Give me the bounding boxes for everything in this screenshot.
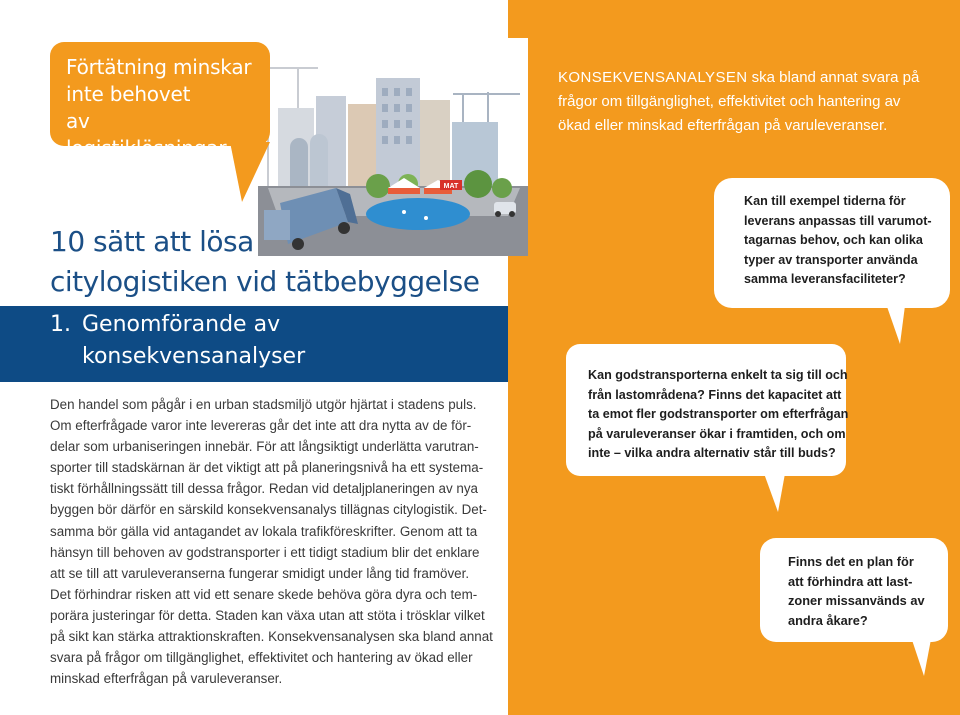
callout-line: att förhindra att last- xyxy=(788,573,913,589)
section-number: 1. xyxy=(50,312,71,337)
callout-line: ta emot fler godstransporter om efterfrågan xyxy=(588,407,849,421)
intro-line: frågor om tillgänglighet, effektivitet och hantering av xyxy=(558,93,901,110)
body-line: Om efterfrågade varor inte levereras går det inte att dra nytta av de för- xyxy=(50,418,472,434)
callout-line: på varuleveranser ökar i framtiden, och om xyxy=(588,426,846,441)
body-paragraph xyxy=(50,394,493,689)
section-title-line: konsekvensanalyser xyxy=(82,344,306,369)
callout-line: leverans anpassas till varumot- xyxy=(744,213,932,228)
intro-line xyxy=(558,66,938,90)
section-header-band xyxy=(0,306,508,382)
body-line: Den handel som pågår i en urban stadsmiljö utgör hjärtat i stadens puls. xyxy=(50,397,477,412)
body-line: sporter till stadskärnan är det viktigt att på planeringsnivå ha ett systema- xyxy=(50,460,484,476)
page-title-line: citylogistiken vid tätbebyggelse xyxy=(50,265,480,298)
callout-tail xyxy=(910,634,932,676)
section-title-line: Genomförande av xyxy=(82,312,281,337)
page-title xyxy=(50,222,490,302)
mat-sign: MAT xyxy=(443,183,459,190)
bubble-heading-line: Förtätning minskar xyxy=(66,55,252,79)
body-line: minskad efterfrågan på varuleveranser. xyxy=(50,671,283,687)
heading-speech-bubble xyxy=(50,42,270,160)
callout-line: typer av transporter använda xyxy=(744,252,918,267)
callout-line: tagarnas behov, och kan olika xyxy=(744,233,923,247)
body-line: på sikt kan stärka attraktionskraften. Konsekvensanalysen ska bland annat xyxy=(50,629,493,645)
body-line: delar som urbaniseringen innebär. För att långsiktigt underlätta varutran- xyxy=(50,439,479,455)
page-title-line: 10 sätt att lösa xyxy=(50,225,254,258)
body-line: Det förhindrar risken att vid ett senare skede behöva göra dyra och tem- xyxy=(50,586,478,602)
right-intro-text xyxy=(558,66,938,138)
callout-tail xyxy=(762,468,786,512)
body-line: samma bör gälla vid antagandet av lokala trafikföreskrifter. Genom att ta xyxy=(50,523,478,539)
bubble-heading-line: inte behovet xyxy=(66,82,191,106)
callout-line: från lastområdena? Finns det kapacitet att xyxy=(588,387,842,402)
bubble-tail xyxy=(230,142,270,202)
body-line: porära justeringar för detta. Staden kan växa utan att stöta i trösklar vilket xyxy=(50,607,485,623)
callout-line: Kan godstransporterna enkelt ta sig till och xyxy=(588,368,848,382)
intro-first-rest: ska bland annat svara på xyxy=(747,69,920,86)
callout-line: Finns det en plan för xyxy=(788,554,914,569)
body-line: tiskt förhållningssätt till dessa frågor. Redan vid detaljplaneringen av nya xyxy=(50,481,479,497)
callout-line: Kan till exempel tiderna för xyxy=(744,194,906,208)
callout-line: inte – vilka andra alternativ står till buds? xyxy=(588,446,836,460)
body-line: svara på frågor om tillgänglighet, effektivitet och hantering av ökad eller xyxy=(50,650,473,666)
callout-line: andra åkare? xyxy=(788,612,868,628)
callout-line: samma leveransfaciliteter? xyxy=(744,272,906,286)
body-line: byggen bör därför en särskild konsekvensanalys tillägnas citylogistik. Det- xyxy=(50,502,487,518)
callout-tail xyxy=(884,298,906,344)
callout-bubble-loading-zones xyxy=(760,538,948,642)
callout-bubble-delivery-times xyxy=(714,178,950,308)
callout-bubble-capacity xyxy=(566,344,849,476)
body-line: hänsyn till behoven av godstransporter i ett tidigt stadium blir det enklare xyxy=(50,544,480,560)
body-line: att se till att varuleveranserna fungerar smidigt under lång tid framöver. xyxy=(50,565,470,581)
callout-line: zoner missanvänds av xyxy=(788,593,925,608)
bubble-heading-line: av logistiklösningar xyxy=(66,109,227,160)
intro-caps: KONSEKVENSANALYSEN xyxy=(558,69,748,86)
intro-line: ökad eller minskad efterfrågan på varuleveranser. xyxy=(558,117,888,134)
